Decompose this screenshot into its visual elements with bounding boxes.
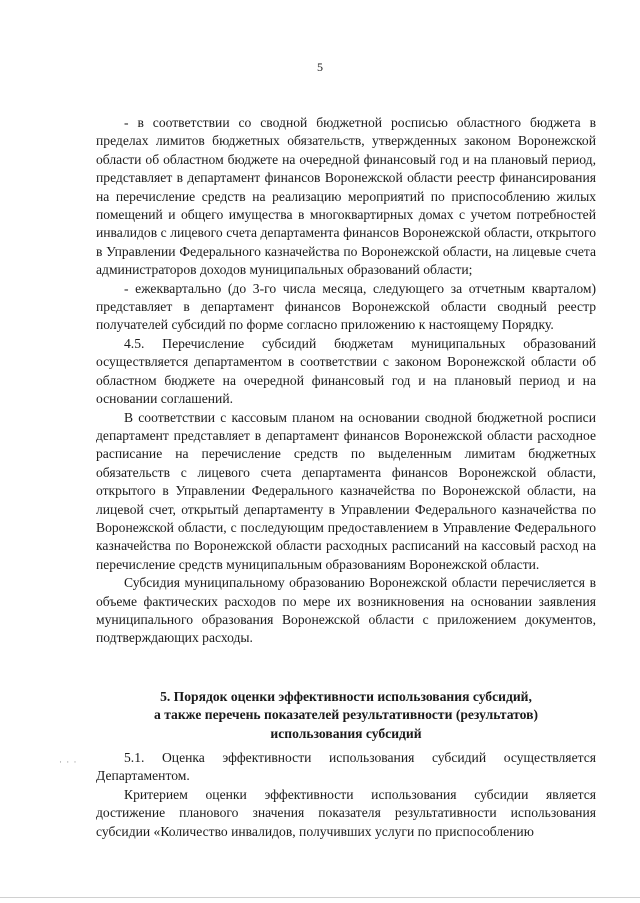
section-heading	[96, 688, 596, 743]
section-heading-line-1: 5. Порядок оценки эффективности использования субсидий,	[160, 689, 532, 704]
section-heading-line-2: а также перечень показателей результативности (результатов)	[154, 707, 538, 723]
paragraph-cash-plan: В соответствии с кассовым планом на основании сводной бюджетной росписи департамент представляет в департамент финансов Воронежской области расходное расписание на перечисление средств по выделенным лимитам бюджетных обязательств с лицевого счета департамента финансов Воронежской области, открытого в Управлении Федерального казначейства по Воронежской области, на лицевой счет, открытый департаменту в Управлении Федерального казначейства по Воронежской области, с последующим предоставлением в Управление Федерального казначейства по Воронежской области расходных расписаний на кассовый расход на перечисление средств муниципальным образованиям Воронежской области.	[96, 409, 596, 572]
section-heading-line-3: использования субсидий	[270, 725, 422, 741]
body-text-lower	[96, 749, 596, 841]
paragraph-5-1: 5.1. Оценка эффективности использования субсидий осуществляется Департаментом.	[96, 750, 596, 784]
page-number: 5	[317, 60, 323, 74]
paragraph-reestr-financing: - в соответствии со сводной бюджетной росписью областного бюджета в пределах лимитов бюджетных обязательств, утвержденных законом Воронежской области об областном бюджете на очередной финансовый год и на плановый период, представляет в департамент финансов Воронежской области реестр финансирования на перечисление средств на реализацию мероприятий по приспособлению жилых помещений и общего имущества в многоквартирных домах с учетом потребностей инвалидов с лицевого счета департамента финансов Воронежской области, открытого в Управлении Федерального казначейства по Воронежской области, на лицевые счета администраторов доходов муниципальных образований области;	[96, 115, 596, 278]
paragraph-quarterly-register: - ежеквартально (до 3-го числа месяца, следующего за отчетным кварталом) представляет в департамент финансов Воронежской области сводный реестр получателей субсидий по форме согласно приложению к настоящему Порядку.	[96, 280, 596, 333]
paragraph-4-5: 4.5. Перечисление субсидий бюджетам муниципальных образований осуществляется департаментом в соответствии с законом Воронежской области об областном бюджете на очередной финансовый год и на плановый период и на основании соглашений.	[96, 335, 596, 407]
page-bottom-edge	[0, 897, 640, 898]
paragraph-criterion: Критерием оценки эффективности использования субсидии является достижение планового значения показателя результативности использования субсидии «Количество инвалидов, получивших услуги по приспособлению	[96, 786, 596, 839]
margin-mark: · · ·	[59, 757, 78, 767]
paragraph-subsidy-transfer: Субсидия муниципальному образованию Воронежской области перечисляется в объеме фактических расходов по мере их возникновения на основании заявления муниципального образования Воронежской области с приложением документов, подтверждающих расходы.	[96, 575, 596, 646]
body-text-upper	[96, 114, 596, 648]
